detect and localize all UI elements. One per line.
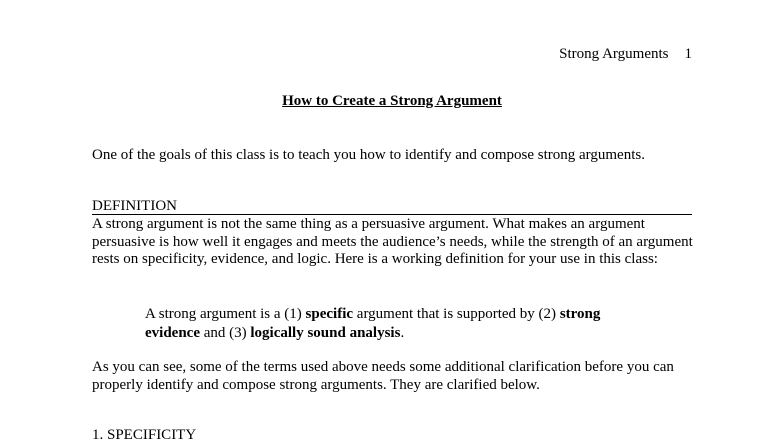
quote-bold-specific: specific: [305, 306, 354, 322]
quote-text-2: argument that is supported by (2): [353, 306, 560, 322]
quote-text-3: and (3): [199, 324, 251, 341]
quote-text-1: A strong argument is a (1): [145, 306, 306, 322]
intro-paragraph: One of the goals of this class is to teach you how to identify and compose strong arguments.: [92, 147, 645, 163]
definition-heading: DEFINITION: [92, 199, 692, 215]
document-title: How to Create a Strong Argument: [282, 93, 502, 109]
quote-bold-evidence: strong evidence: [145, 306, 601, 341]
followup-paragraph: As you can see, some of the terms used above needs some additional clarification before you can properly identify and compose strong arguments. They are clarified below.: [92, 359, 674, 393]
quote-text-4: .: [400, 324, 405, 341]
quote-bold-analysis: logically sound analysis: [250, 324, 401, 341]
definition-paragraph: A strong argument is not the same thing as a persuasive argument. What makes an argument persuasive is how well it engages and meets the audience’s needs, while the strength of an argument rests on specificity, evidence, and logic. Here is a working definition for your use in this class:: [92, 216, 693, 267]
specificity-heading: 1. SPECIFICITY: [92, 427, 197, 443]
page-number: 1: [684, 46, 692, 62]
definition-quote: [145, 305, 645, 342]
running-head-title: Strong Arguments: [559, 46, 669, 62]
running-header: [559, 46, 692, 63]
